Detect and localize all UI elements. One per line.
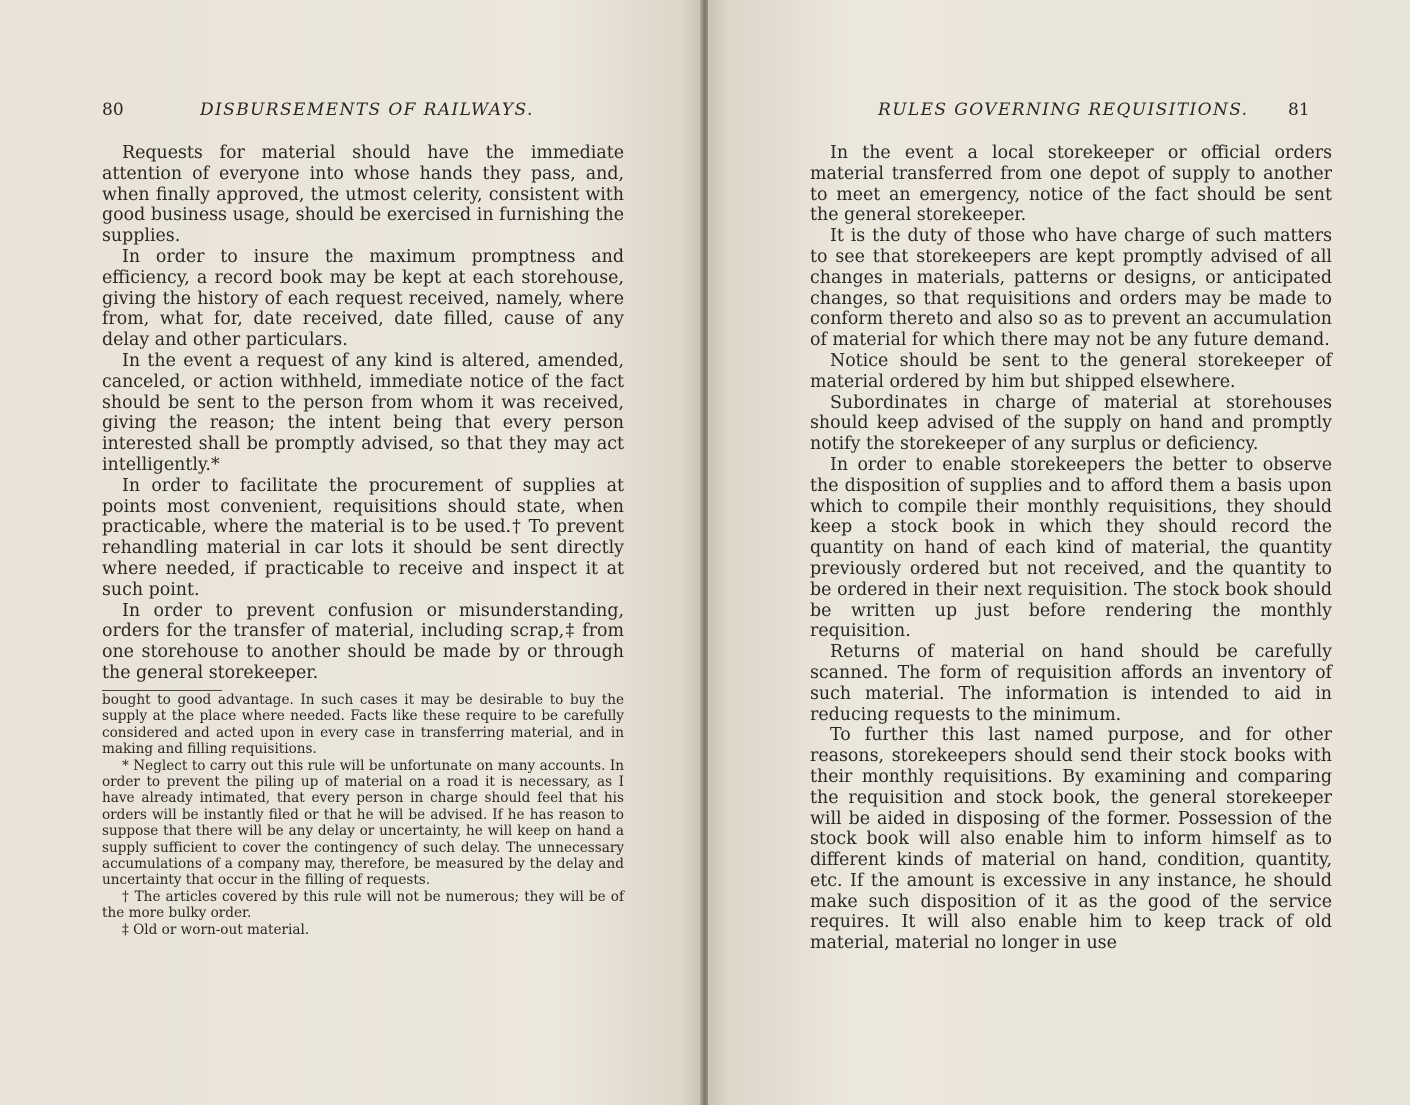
page-number-left: 80	[102, 100, 124, 120]
page-number-right: 81	[1288, 100, 1310, 120]
right-page-body	[810, 143, 1332, 954]
footnote: * Neglect to carry out this rule will be unfortunate on many accounts. In order to prevent the piling up of material on a road it is necessary, as I have already intimated, that every person in charge should feel that his orders will be instantly filed or that he will be advised. If he has reason to suppose that there will be any delay or uncertainty, he will keep on hand a supply sufficient to cover the contingency of such delay. The unnecessary accumulations of a company may, therefore, be measured by the delay and uncertainty that occur in the filling of requests.	[102, 757, 624, 889]
footnote: ‡ Old or worn-out material.	[122, 921, 310, 938]
footnote-rule	[102, 690, 222, 691]
paragraph: Subordinates in charge of material at storehouses should keep advised of the supply on hand and promptly notify the storekeeper of any surplus or deficiency.	[810, 392, 1332, 455]
paragraph: In order to insure the maximum promptness and efficiency, a record book may be kept at each storehouse, giving the history of each request received, namely, where from, what for, date received, date filled, cause of any delay and other particulars.	[102, 246, 624, 351]
left-page-body	[102, 143, 624, 684]
running-head-right: RULES GOVERNING REQUISITIONS.	[878, 100, 1249, 120]
paragraph: In the event a local storekeeper or official orders material transferred from one depot of supply to another to meet an emergency, notice of the fact should be sent the general storekeeper.	[810, 143, 1332, 226]
paragraph: In order to facilitate the procurement of supplies at points most convenient, requisitions should state, when practicable, where the material is to be used.† To prevent rehandling material in car lots it should be sent directly where needed, if practicable to receive and inspect it at such point.	[102, 475, 624, 600]
paragraph: In order to enable storekeepers the better to observe the disposition of supplies and to afford them a basis upon which to compile their monthly requisitions, they should keep a stock book in which they should record the quantity on hand of each kind of material, the quantity previously ordered but not received, and the quantity to be ordered in their next requisition. The stock book should be written up just before rendering the monthly requisition.	[810, 454, 1332, 642]
paragraph: Requests for material should have the immediate attention of everyone into whose hands they pass, and, when finally approved, the utmost celerity, consistent with good business usage, should be exercised in furnishing the supplies.	[102, 143, 624, 247]
right-page	[708, 0, 1410, 1105]
paragraph: In the event a request of any kind is altered, amended, canceled, or action withheld, immediate notice of the fact should be sent to the person from whom it was received, giving the reason; the intent being that every person interested shall be promptly advised, so that they may act intelligently.*	[102, 350, 624, 475]
paragraph: Returns of material on hand should be carefully scanned. The form of requisition affords an inventory of such material. The information is intended to aid in reducing requests to the minimum.	[810, 642, 1332, 725]
footnote: † The articles covered by this rule will not be numerous; they will be of the more bulky order.	[102, 888, 624, 922]
running-head-left: DISBURSEMENTS OF RAILWAYS.	[200, 100, 534, 120]
paragraph: It is the duty of those who have charge of such matters to see that storekeepers are kept promptly advised of all changes in materials, patterns or designs, or anticipated changes, so that requisitions and orders may be made to conform thereto and also so as to prevent an accumulation of material for which there may not be any future demand.	[810, 226, 1332, 351]
paragraph: Notice should be sent to the general storekeeper of material ordered by him but shipped elsewhere.	[810, 350, 1332, 392]
footnotes	[102, 692, 624, 938]
paragraph: To further this last named purpose, and for other reasons, storekeepers should send their stock books with their monthly requisitions. By examining and comparing the requisition and stock book, the general storekeeper will be aided in disposing of the former. Possession of the stock book will also enable him to inform himself as to different kinds of material on hand, condition, quantity, etc. If the amount is excessive in any instance, he should make such disposition of it as the good of the service requires. It will also enable him to keep track of old material, material no longer in use	[810, 725, 1332, 954]
paragraph: In order to prevent confusion or misunderstanding, orders for the transfer of material, including scrap,‡ from one storehouse to another should be made by or through the general storekeeper.	[102, 600, 624, 683]
left-page	[0, 0, 702, 1105]
footnote-continuation: bought to good advantage. In such cases it may be desirable to buy the supply at the place where needed. Facts like these require to be carefully considered and acted upon in every case in transferring material, and in making and filling requisitions.	[102, 692, 624, 758]
